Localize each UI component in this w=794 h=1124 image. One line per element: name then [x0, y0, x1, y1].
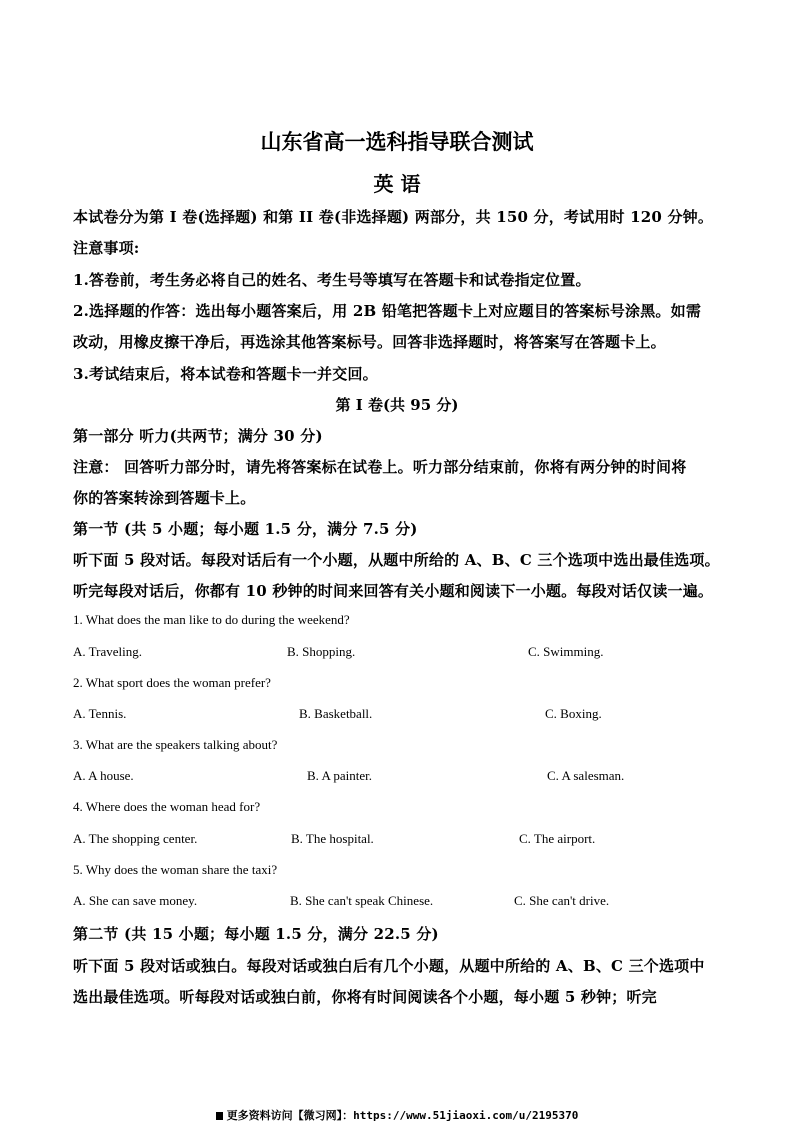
volume-heading: 第 I 卷(共 95 分) [335, 396, 459, 414]
section1-instruction-line-2: 听完每段对话后，你都有 10 秒钟的时间来回答有关小题和阅读下一小题。每段对话仅读一遍。 [73, 582, 714, 600]
option-b: B. She can't speak Chinese. [290, 893, 434, 908]
option-c: C. Swimming. [528, 644, 604, 659]
notice-item-3: 3.考试结束后，将本试卷和答题卡一并交回。 [73, 365, 378, 383]
subject-title: 英 语 [373, 172, 421, 196]
option-a: A. A house. [73, 768, 134, 783]
option-b: B. A painter. [307, 768, 372, 783]
notice-heading: 注意事项: [73, 239, 140, 257]
option-a: A. The shopping center. [73, 831, 198, 846]
part1-note-line-2: 你的答案转涂到答题卡上。 [73, 489, 256, 507]
option-c: C. The airport. [519, 831, 596, 846]
option-c: C. Boxing. [545, 706, 602, 721]
option-b: B. Shopping. [287, 644, 356, 659]
option-b: B. Basketball. [299, 706, 373, 721]
option-c: C. A salesman. [547, 768, 625, 783]
exam-title: 山东省高一选科指导联合测试 [260, 129, 534, 154]
option-b: B. The hospital. [291, 831, 374, 846]
part1-note-line-1: 注意： 回答听力部分时，请先将答案标在试卷上。听力部分结束前，你将有两分钟的时间将 [73, 458, 687, 476]
section2-instruction-line-2: 选出最佳选项。听每段对话或独白前，你将有时间阅读各个小题，每小题 5 秒钟；听完 [73, 988, 657, 1006]
question-stem: 2. What sport does the woman prefer? [73, 675, 271, 690]
footer-link-text[interactable]: 更多资料访问【微习网】：https://www.51jiaoxi.com/u/2195370 [226, 1109, 579, 1122]
notice-item-2-line-1: 2.选择题的作答：选出每小题答案后，用 2B 铅笔把答题卡上对应题目的答案标号涂黑。如需 [73, 302, 702, 320]
flag-icon [216, 1112, 223, 1120]
section2-heading: 第二节 (共 15 小题；每小题 1.5 分，满分 22.5 分) [73, 925, 439, 943]
footer [0, 1107, 794, 1123]
notice-item-1: 1.答卷前，考生务必将自己的姓名、考生号等填写在答题卡和试卷指定位置。 [73, 271, 591, 289]
option-a: A. She can save money. [73, 893, 198, 908]
section1-instruction-line-1: 听下面 5 段对话。每段对话后有一个小题，从题中所给的 A、B、C 三个选项中选出最佳选项。 [73, 551, 720, 569]
intro-text: 本试卷分为第 I 卷(选择题) 和第 II 卷(非选择题) 两部分，共 150 分，考试用时 120 分钟。 [73, 208, 714, 226]
question-stem: 4. Where does the woman head for? [73, 799, 261, 814]
question-stem: 1. What does the man like to do during the weekend? [73, 612, 350, 627]
section2-instruction-line-1: 听下面 5 段对话或独白。每段对话或独白后有几个小题，从题中所给的 A、B、C 三个选项中 [73, 957, 705, 975]
option-a: A. Traveling. [73, 644, 142, 659]
option-c: C. She can't drive. [514, 893, 610, 908]
section1-heading: 第一节 (共 5 小题；每小题 1.5 分，满分 7.5 分) [73, 520, 418, 538]
question-stem: 3. What are the speakers talking about? [73, 737, 278, 752]
option-a: A. Tennis. [73, 706, 127, 721]
notice-item-2-line-2: 改动，用橡皮擦干净后，再选涂其他答案标号。回答非选择题时，将答案写在答题卡上。 [73, 333, 666, 351]
question-stem: 5. Why does the woman share the taxi? [73, 862, 278, 877]
part1-heading: 第一部分 听力(共两节；满分 30 分) [73, 427, 323, 445]
